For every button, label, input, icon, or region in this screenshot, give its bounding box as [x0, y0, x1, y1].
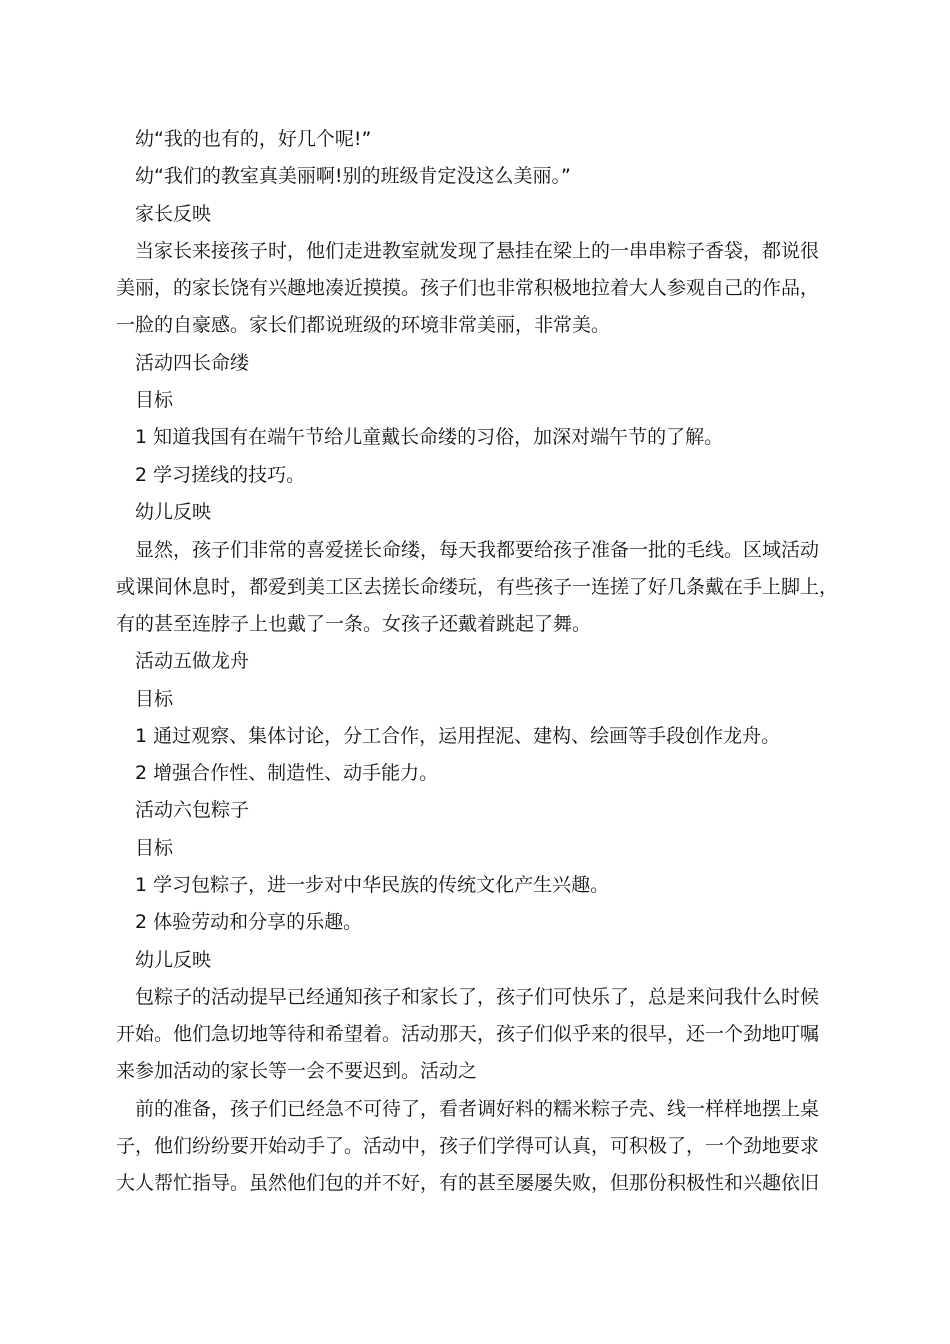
list-item: 1 学习包粽子，进一步对中华民族的传统文化产生兴趣。: [135, 874, 610, 896]
paragraph-line: 美丽，的家长饶有兴趣地凑近摸摸。孩子们也非常积极地拉着大人参观自己的作品，: [116, 277, 820, 299]
list-item: 2 学习搓线的技巧。: [135, 464, 306, 486]
subsection-heading: 目标: [135, 389, 174, 411]
subsection-heading: 目标: [135, 837, 174, 859]
section-heading: 活动四长命缕: [135, 352, 250, 374]
paragraph-line: 当家长来接孩子时，他们走进教室就发现了悬挂在梁上的一串串粽子香袋，都说很: [135, 240, 820, 262]
subsection-heading: 幼儿反映: [135, 501, 212, 523]
section-heading: 家长反映: [135, 203, 212, 225]
list-item: 2 体验劳动和分享的乐趣。: [135, 911, 363, 933]
paragraph-line: 显然，孩子们非常的喜爱搓长命缕，每天我都要给孩子准备一批的毛线。区域活动: [135, 539, 820, 561]
paragraph-line: 开始。他们急切地等待和希望着。活动那天，孩子们似乎来的很早，还一个劲地叮嘱: [116, 1023, 820, 1045]
paragraph-line: 来参加活动的家长等一会不要迟到。活动之: [116, 1060, 478, 1082]
paragraph-line: 或课间休息时，都爱到美工区去搓长命缕玩，有些孩子一连搓了好几条戴在手上脚上，: [116, 576, 839, 598]
text-line: 幼“我的也有的，好几个呢!”: [135, 128, 372, 150]
paragraph-line: 有的甚至连脖子上也戴了一条。女孩子还戴着跳起了舞。: [116, 613, 592, 635]
paragraph-line: 包粽子的活动提早已经通知孩子和家长了，孩子们可快乐了，总是来问我什么时候: [135, 986, 820, 1008]
text-line: 幼“我们的教室真美丽啊!别的班级肯定没这么美丽。”: [135, 165, 571, 187]
section-heading: 活动五做龙舟: [135, 650, 250, 672]
paragraph-line: 一脸的自豪感。家长们都说班级的环境非常美丽，非常美。: [116, 314, 611, 336]
list-item: 1 通过观察、集体讨论，分工合作，运用捏泥、建构、绘画等手段创作龙舟。: [135, 725, 781, 747]
list-item: 1 知道我国有在端午节给儿童戴长命缕的习俗，加深对端午节的了解。: [135, 426, 724, 448]
list-item: 2 增强合作性、制造性、动手能力。: [135, 762, 439, 784]
paragraph-line: 前的准备，孩子们已经急不可待了，看者调好料的糯米粽子壳、线一样样地摆上桌: [135, 1098, 820, 1120]
paragraph-line: 大人帮忙指导。虽然他们包的并不好，有的甚至屡屡失败，但那份积极性和兴趣依旧: [116, 1172, 820, 1194]
subsection-heading: 幼儿反映: [135, 949, 212, 971]
paragraph-line: 子，他们纷纷要开始动手了。活动中，孩子们学得可认真，可积极了，一个劲地要求: [116, 1135, 820, 1157]
section-heading: 活动六包粽子: [135, 799, 250, 821]
subsection-heading: 目标: [135, 688, 174, 710]
